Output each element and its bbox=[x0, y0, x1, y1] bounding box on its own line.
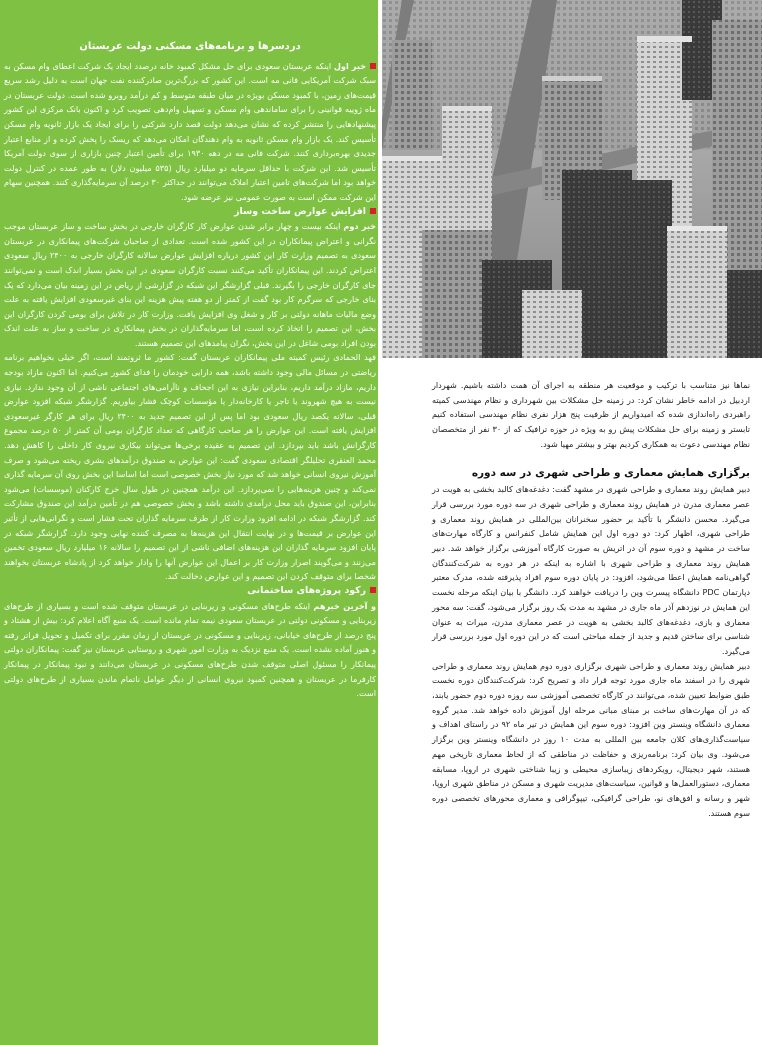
city-aerial-photo bbox=[382, 0, 762, 358]
news-paragraph-2 bbox=[4, 219, 376, 350]
red-square-bullet-icon bbox=[370, 587, 376, 593]
paragraph-text: اینکه طرح‌های مسکونی و زیربنایی در عربستان متوقف شده است و بسیاری از طرح‌های زیربنایی و مسکونی دولتی در عربستان سعودی نیمه تمام مانده است. یک منبع آگاه اعلام کرد: بیش از هشتاد و پنج درصد از طرح‌های خیابانی، زیربنایی و مسکونی در عربستان از زمان مقرر برای تکمیل و تحویل فراتر رفته و هنوز آماده نشده است. یک منبع نزدیک به وزارت امور شهری و روستایی عربستان نیز گفت: پیمانکاران دولتی پیمانکار را مسئول اصلی متوقف شدن طرح‌های مسکونی در عربستان می‌دانند و نبود پیمانکار در پیمانکار کارفرما در عربستان و همچنین کمبود نیروی انسانی از دیگر عوامل ناتمام ماندن بسیاری از طرح‌های دولتی است. bbox=[4, 600, 376, 699]
paragraph-text: اینکه بیست و چهار برابر شدن عوارض کار کارگران خارجی در بخش ساخت و ساز عربستان موجب نگرانی و اعتراض پیمانکاران در این کشور شده است. تعدادی از صاحبان شرکت‌های پیمانکاری در عربستان سعودی به تصمیم وزارت کار این کشور درباره افزایش عوارض سالانه کارگران خارجی به ۲۴۰۰ ریال سعودی اعتراض کردند. این پیمانکاران تأکید می‌کنند نسبت کارگران سعودی در این بخش بسیار اندک است و نمی‌توانند جای کارگران خارجی را بگیرند. قبلی گزارشگر این شبکه در گزارشی از ریاض در این زمینه بیان می‌دارد که یک بنای خارجی که سرگرم کار بود گفت از کمتر از دو هفته پیش هزینه این بنای غیرسعودی افزایش یافته به علت وضع مالیات ماهانه دولتی بر کار و شغل وی افزایش یافت. وزارت کار در تلاش برای بومی کردن کارگران این بخش، این تصمیم را اتخاذ کرده است، اما سرمایه‌گذاران در بخش پیمانکاری در ساخت و ساز به علت اندک بودن افراد بومی شاغل در این بخش، نگران پیامدهای این تصمیم هستند. bbox=[4, 221, 376, 348]
news-paragraph-4 bbox=[4, 599, 376, 701]
right-article-column bbox=[432, 378, 750, 820]
paragraph-text: اینکه عربستان سعودی برای حل مشکل کمبود خانه درصدد ایجاد یک شرکت اعطای وام مسکن به سبک شرکت آمریکایی فانی مه است. این کشور که بزرگ‌ترین صادرکننده نفت جهان است به دلیل رشد سریع قیمت‌های زمین، با کمبود مسکن بویژه در میان طبقه متوسط و کم درآمد روبرو شده است. دولت عربستان در ماه ژوییه قوانینی را برای ساماندهی وام مسکن و تسهیل وام‌دهی تصویب کرد و اکنون بانک مرکزی این کشور پیشنهادهایی را منتشر کرده که نشان می‌دهد دولت قصد دارد شرکتی را برای ایجاد یک بازار ثانویه وام مسکن تأسیس کند. یک بازار وام مسکن ثانویه به وام دهندگان امکان می‌دهد که ریسک را پخش کرده و از منابع اعتبار جدیدی بهره‌برداری کنند. شرکت فانی مه در دهه ۱۹۳۰ برای تأمین اعتبار چنین بازاری از سوی دولت آمریکا تأسیس شد. این شرکت با حداقل سرمایه دو میلیارد ریال (۵۳۵ میلیون دلار) به طور عمده در کنترل دولت خواهد بود اما شرکت‌های تامین اعتبار املاک می‌توانند در حداکثر ۳۰ درصد آن سرمایه‌گذاری کنند. همچنین سهام این شرکت ممکن است به صورت عمومی نیز عرضه شود. bbox=[4, 60, 376, 202]
column-title: دردسرها و برنامه‌های مسکنی دولت عربستان bbox=[79, 41, 301, 52]
section-heading bbox=[4, 205, 376, 220]
section-heading bbox=[4, 584, 376, 599]
news-paragraph-1 bbox=[4, 59, 376, 205]
news-paragraph-3: فهد الحمادی رئیس کمیته ملی پیمانکاران عربستان گفت: کشور ما ثروتمند است، اگر خیلی بخواهیم برنامه ریاضتی در مسائل مالی وجود داشته باشد، همه دارایی خودمان را فدای کشور می‌کنیم. اما اکنون مازاد بودجه داریم، مازاد درآمد داریم، بنابراین نیازی به این اجحاف و ناآرامی‌های اجتماعی ناشی از آن وجود ندارد. نیازی نیست به هیچ شهروند یا تاجر یا کارخانه‌دار یا مؤسسات کوچک فشار بیاوریم. گزارشگر شبکه افزود عوارض قبلی، سالانه یکصد ریال سعودی بود اما پس از این تصمیم جدید به ۲۴۰۰ ریال برای هر کارگر غیرسعودی افزایش یافته است. این عوارض را هر صاحب کارگاهی که تعداد کارگران بومی آن کمتر از ۵۰ درصد مجموع کارگرانش باشد باید بپردازد. این تصمیم به عقیده برخی‌ها می‌تواند بیکاری نیروی کار داخلی را کاهش دهد. محمد العنقری تحلیلگر اقتصادی سعودی گفت: این عوارض به صندوق درآمدهای بشری ریخته می‌شود و صرف آموزش نیروی انسانی خواهد شد که مورد نیاز بخش خصوصی است اما اساسا این بخش روی آن سرمایه گذاری نمی‌کند و چنین هزینه‌هایی را نمی‌پردازد. این درآمد همچنین در طول سال خرج کارکنان (موسسات) می‌شود بنابراین، این صندوق باید محل درآمدی داشته باشد و بخش خصوصی هم در تأمین درآمد این صندوق مشارکت کند. گزارشگر شبکه در ادامه افزود وزارت کار از طرف سرمایه گذاران تحت فشار است و نگرانی‌هایی از تأثیر این عوارض بر قیمت‌ها و در نهایت انتقال این هزینه‌ها به مصرف کننده نهایی وجود دارد. گزارشگر شبکه در پایان افزود سرمایه گذاران این هزینه‌های اضافی ناشی از این تصمیم را سالانه ۱۶ میلیارد ریال سعودی تخمین می‌زنند و می‌گویند اصرار وزارت کار بر اعمال این عوارض آنها را وادار خواهد کرد از پادشاه عربستان بخواهند شخصا برای متوقف کردن این تصمیم و این عوارض دخالت کند. bbox=[4, 352, 376, 582]
red-square-bullet-icon bbox=[370, 208, 376, 214]
paragraph-lead: و آخرین خبرهم bbox=[313, 600, 377, 611]
paragraph-lead: خبر دوم bbox=[343, 221, 376, 232]
section-heading-text: رکود پروژه‌های ساختمانی bbox=[247, 584, 366, 596]
intro-paragraph: نماها نیز متناسب با ترکیب و موقعیت هر منطقه به اجرای آن همت داشته باشیم. شهردار اردبیل در ادامه خاطر نشان کرد: در زمینه حل مشکلات بین شهرداری و نظام مهندسی کمیته راهبردی راه‌اندازی شده که امیدواریم از ظرفیت پنج هزار نفری نظام مهندسی استفاده کنیم تابستر و زمینه برای حل مشکلات پیش رو به ویژه در حوزه ترافیک که از ۳۰ نفر از متخصصان نظام مهندسی دعوت به همکاری کردیم بهتر و بیشتر مهیا شود. bbox=[432, 380, 750, 449]
section-heading-text: افزایش عوارض ساخت وساز bbox=[234, 205, 366, 217]
article-paragraph-1: دبیر همایش روند معماری و طراحی شهری در مشهد گفت: دغدغه‌های کالبد بخشی به هویت در عصر معماری مدرن در همایش روند معماری و طراحی شهری در سه دوره مورد بررسی قرار می‌گیرد. محسن دانشگر با تأکید بر حضور سخنرانان بین‌المللی در همایش روند معماری و طراحی شهری، اظهار کرد: دو دوره اول این همایش شامل کنفرانس و کارگاه مهارت‌های ساخت در مشهد و دوره سوم آن در اتریش به صورت کارگاه آموزشی برگزار خواهد شد. دبیر همایش روند معماری و طراحی شهری با اشاره به اینکه در هر دوره به شرکت‌کنندگان گواهی‌نامه همایش اعطا می‌شود، افزود: در پایان دوره سوم افراد پذیرفته شده، مدرک معتبر دپارتمان PDC دانشگاه پیسرت وین را دریافت خواهند کرد. دانشگر با بیان اینکه مرحله نخست این همایش در نوزدهم آذر ماه جاری در مشهد به مدت یک روز برگزار می‌شود، گفت: سه محور معماری و بازی، دغدغه‌های کالبد بخشی به هویت در عصر معماری مدرن، میراث به عنوان شناسی برای ساختن قدیم و جدید از جمله مباحثی است که در این دوره اول مورد بررسی قرار می‌گیرد. bbox=[432, 484, 750, 656]
green-news-column bbox=[0, 0, 378, 1045]
city-photo-illustration bbox=[382, 0, 762, 358]
red-square-bullet-icon bbox=[370, 63, 376, 69]
green-column-text bbox=[4, 40, 376, 701]
paragraph-lead: خبر اول bbox=[333, 60, 366, 71]
article-heading: برگزاری همایش معماری و طراحی شهری در سه دوره bbox=[471, 466, 750, 479]
article-paragraph-2: دبیر همایش روند معماری و طراحی شهری برگزاری دوره دوم همایش روند معماری و طراحی شهری را در اسفند ماه جاری مورد توجه قرار داد و تصریح کرد: شرکت‌کنندگان دوره نخست طبق ضوابط تعیین شده، می‌توانند در کارگاه تخصصی آموزشی سه روزه دوره دوم حضور یابند، که در آن مهارت‌های ساخت بر مبنای مبانی مرحله اول آموزش داده خواهد شد. مدیر گروه معماری دانشگاه وینستر وین افزود: دوره سوم این همایش در تیر ماه ۹۲ در راستای اهداف و سیاست‌گذاری‌های کلان جامعه بین المللی به مدت ۱۰ روز در دانشگاه وینستر وین برگزار می‌شود. وی بیان کرد: برنامه‌ریزی و حفاظت در مناطقی که از لحاظ معماری تاریخی مهم هستند، شهر دیجیتال، رویکردهای زیباسازی محیطی و زیبا شناختی شهری در اروپا، مسابقه معماری، دستورالعمل‌ها و قوانین، سیاست‌های مدیریت شهری و مسکن در مناطق شهری اروپا، شهر و رسانه و افق‌های نو، طراحی گرافیکی، تیپوگرافی و معماری محورهای تخصصی دوره سوم هستند. bbox=[432, 660, 751, 818]
